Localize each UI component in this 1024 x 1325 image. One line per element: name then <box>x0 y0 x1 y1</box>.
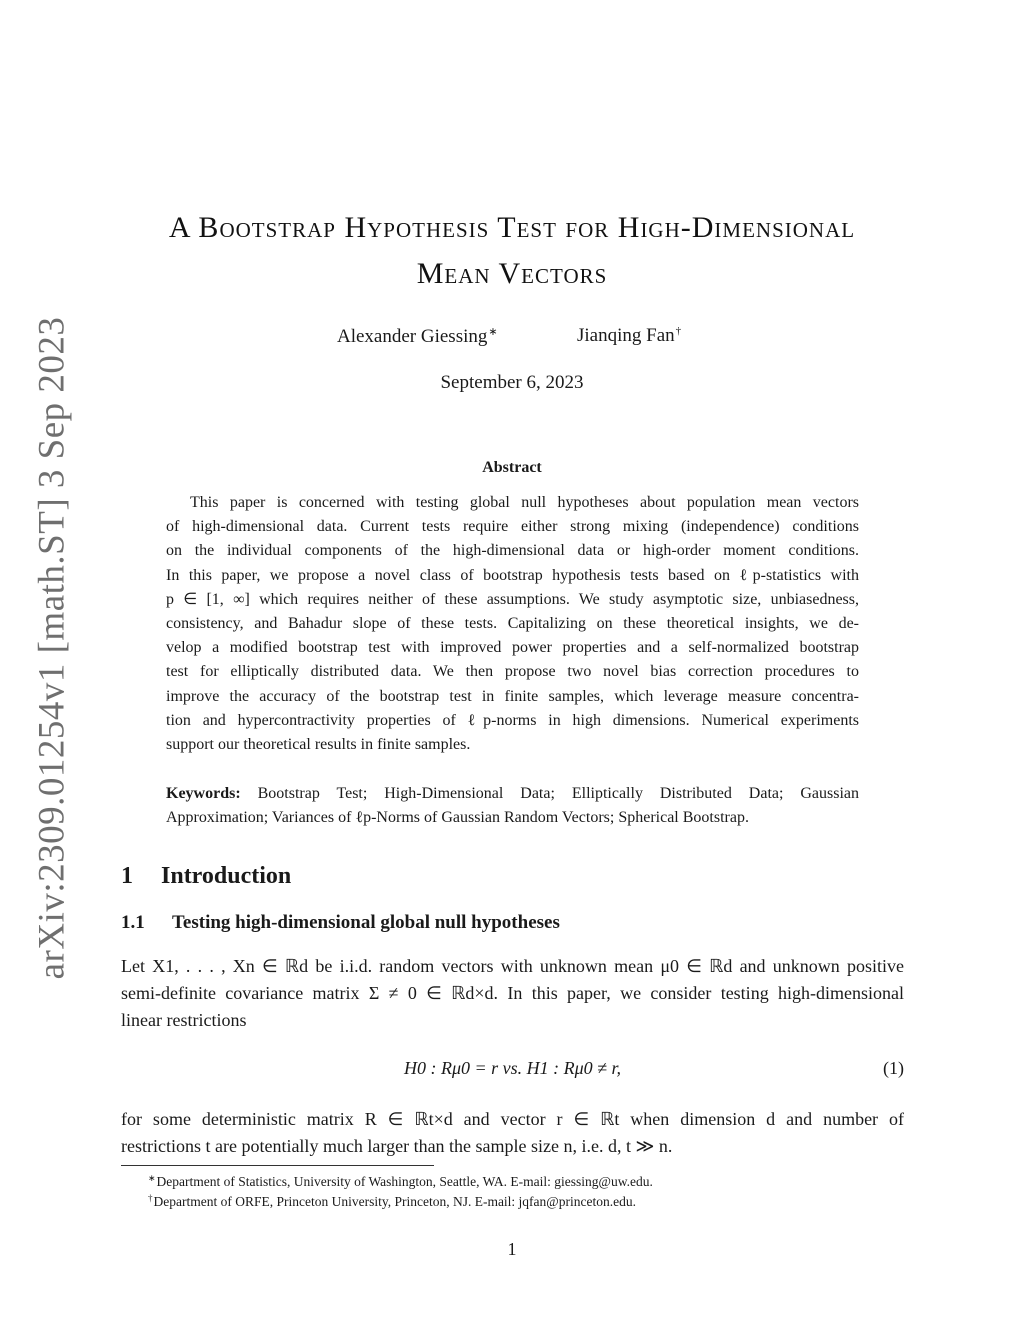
paragraph-line: restrictions t are potentially much larger than the sample size n, i.e. d, t ≫ n. <box>121 1136 673 1156</box>
paragraph-line: linear restrictions <box>121 1010 247 1030</box>
abstract-line: velop a modified bootstrap test with improved power properties and a self-normalized bootstrap <box>166 639 859 657</box>
abstract-body <box>166 491 859 757</box>
keywords-line: Keywords: Bootstrap Test; High-Dimensional Data; Elliptically Distributed Data; Gaussian <box>166 785 860 802</box>
abstract-line: improve the accuracy of the bootstrap test in finite samples, which leverage measure concentra- <box>166 687 859 705</box>
keywords-block <box>166 782 859 830</box>
author: Alexander Giessing∗ <box>337 326 498 347</box>
keywords-line: Approximation; Variances of ℓp-Norms of Gaussian Random Vectors; Spherical Bootstrap. <box>166 809 749 827</box>
footnote-mark: ∗ <box>148 1173 156 1183</box>
subsection-number: 1.1 <box>121 912 145 933</box>
abstract-line: consistency, and Bahadur slope of these tests. Capitalizing on these theoretical insights, we de- <box>166 614 859 632</box>
subsection-heading <box>121 912 560 934</box>
section-number: 1 <box>121 863 133 889</box>
intro-paragraph <box>121 953 904 1034</box>
equation-body: H0 : Rμ0 = r vs. H1 : Rμ0 ≠ r, <box>403 1058 622 1078</box>
paragraph-line: Let X1, . . . , Xn ∈ ℝd be i.i.d. random vectors with unknown mean μ0 ∈ ℝd and unknown positive <box>121 956 904 976</box>
paragraph-line: semi-definite covariance matrix Σ ≠ 0 ∈ ℝd×d. In this paper, we consider testing high-dimensional <box>121 983 904 1003</box>
abstract-line: test for elliptically distributed data. We then propose two novel bias correction procedures to <box>166 663 859 681</box>
abstract-heading: Abstract <box>482 459 542 476</box>
intro-paragraph-continued <box>121 1106 904 1160</box>
paragraph-line: for some deterministic matrix R ∈ ℝt×d and vector r ∈ ℝt when dimension d and number of <box>121 1109 904 1129</box>
section-title: Introduction <box>161 863 292 889</box>
footnote: ∗Department of Statistics, University of Washington, Seattle, WA. E-mail: giessing@uw.edu. <box>148 1173 653 1189</box>
abstract-line: support our theoretical results in finite samples. <box>166 735 471 753</box>
footnote-mark: † <box>148 1193 153 1203</box>
arxiv-stamp: arXiv:2309.01254v1 [math.ST] 3 Sep 2023 <box>31 316 73 980</box>
abstract-line: of high-dimensional data. Current tests require either strong mixing (independence) conditions <box>166 518 859 536</box>
author-footnote-mark: † <box>675 325 682 337</box>
author-footnote-mark: ∗ <box>488 326 498 338</box>
paper-date: September 6, 2023 <box>440 372 584 393</box>
abstract-line: tion and hypercontractivity properties of ℓp-norms in high dimensions. Numerical experiments <box>166 711 859 729</box>
keywords-label: Keywords: <box>166 785 241 802</box>
abstract-line: In this paper, we propose a novel class of bootstrap hypothesis tests based on ℓp-statistics with <box>166 566 859 584</box>
abstract-line: on the individual components of the high-dimensional data or high-order moment conditions. <box>166 542 859 560</box>
abstract-line: p ∈ [1, ∞] which requires neither of these assumptions. We study asymptotic size, unbiasedness, <box>166 590 859 608</box>
paper-title-line-2: Mean Vectors <box>416 257 608 290</box>
author: Jianqing Fan† <box>577 325 682 346</box>
paper-title-line-1: A Bootstrap Hypothesis Test for High-Dimensional <box>168 211 856 244</box>
page-number: 1 <box>507 1239 517 1259</box>
section-heading <box>121 863 291 890</box>
footnote: †Department of ORFE, Princeton University, Princeton, NJ. E-mail: jqfan@princeton.edu. <box>148 1193 636 1209</box>
equation-number: (1) <box>883 1058 904 1078</box>
footnote-rule <box>121 1165 434 1166</box>
abstract-line: This paper is concerned with testing global null hypotheses about population mean vectors <box>190 494 859 511</box>
subsection-title: Testing high-dimensional global null hypotheses <box>172 912 560 933</box>
